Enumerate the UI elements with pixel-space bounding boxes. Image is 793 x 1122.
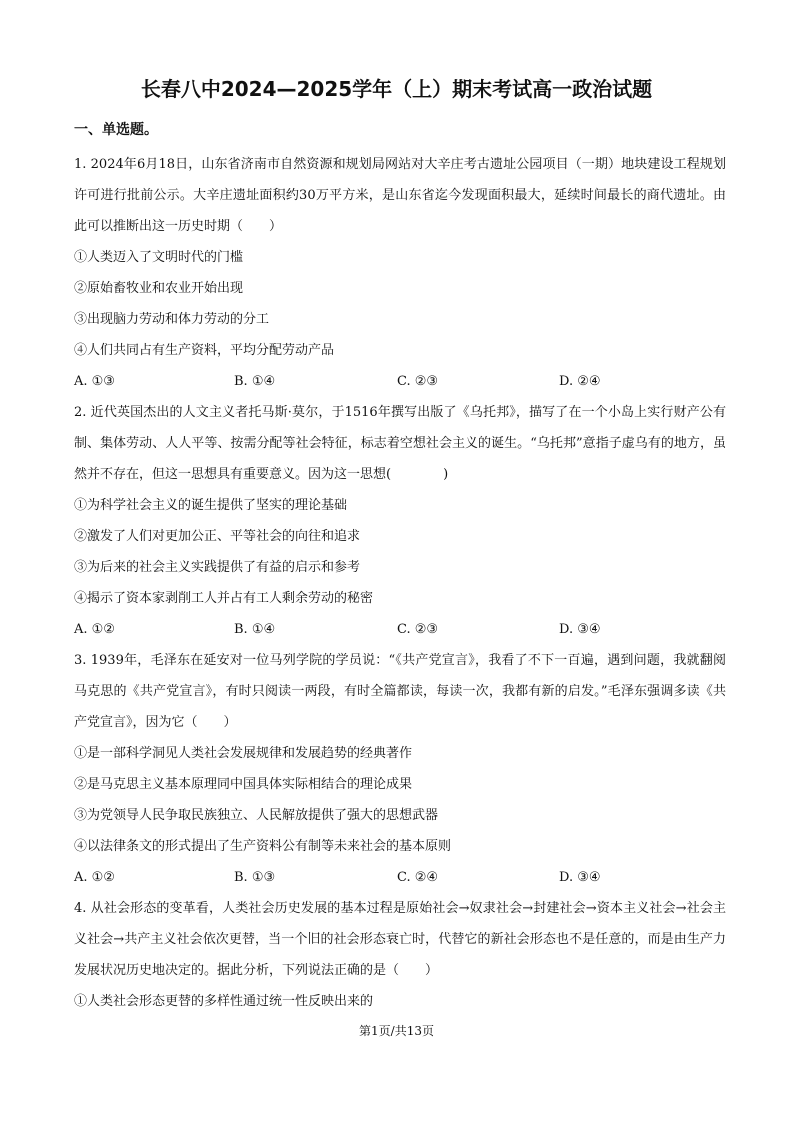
answer-choices (74, 862, 726, 893)
statement-option: ②激发了人们对更加公正、平等社会的向往和追求 (74, 529, 361, 544)
statement-option: ③为党领导人民争取民族独立、人民解放提供了强大的思想武器 (74, 808, 439, 823)
statement-option: ①为科学社会主义的诞生提供了坚实的理论基础 (74, 498, 348, 513)
choice-b: B. ①④ (234, 374, 276, 389)
section-heading: 一、单选题。 (74, 122, 158, 138)
choice-b: B. ①④ (234, 622, 276, 637)
question-3 (74, 645, 726, 893)
statement-option: ③为后来的社会主义实践提供了有益的启示和参考 (74, 560, 361, 575)
statement-option: ①是一部科学洞见人类社会发展规律和发展趋势的经典著作 (74, 746, 413, 761)
statement-option: ④人们共同占有生产资料，平均分配劳动产品 (74, 343, 335, 358)
statement-option: ②是马克思主义基本原理同中国具体实际相结合的理论成果 (74, 777, 413, 792)
choice-b: B. ①③ (234, 870, 276, 885)
question-list (74, 149, 726, 1017)
choice-d: D. ②④ (559, 374, 601, 389)
answer-choices (74, 366, 726, 397)
statement-option: ①人类迈入了文明时代的门槛 (74, 250, 244, 265)
choice-a: A. ①② (74, 622, 115, 637)
question-4 (74, 893, 726, 1017)
choice-c: C. ②③ (397, 374, 439, 389)
statement-option: ③出现脑力劳动和体力劳动的分工 (74, 312, 270, 327)
choice-a: A. ①③ (74, 374, 115, 389)
choice-a: A. ①② (74, 870, 115, 885)
page-title: 长春八中2024—2025学年（上）期末考试高一政治试题 (140, 77, 653, 101)
question-stem: 4. 从社会形态的变革看，人类社会历史发展的基本过程是原始社会→奴隶社会→封建社会→资本主义社会→社会主义社会→共产主义社会依次更替，当一个旧的社会形态衰亡时，代替它的新社会形态也不是任意的，而是由生产力发展状况历史地决定的。据此分析，下列说法正确的是（ ） (74, 901, 726, 978)
choice-c: C. ②③ (397, 622, 439, 637)
question-stem: 3. 1939年，毛泽东在延安对一位马列学院的学员说：“《共产党宣言》，我看了不下一百遍，遇到问题，我就翻阅马克思的《共产党宣言》，有时只阅读一两段，有时全篇都读，每读一次，我都有新的启发。”毛泽东强调多读《共产党宣言》，因为它（ ） (74, 653, 726, 730)
question-stem: 1. 2024年6月18日，山东省济南市自然资源和规划局网站对大辛庄考古遗址公园项目（一期）地块建设工程规划许可进行批前公示。大辛庄遗址面积约30万平方米，是山东省迄今发现面积最大，延续时间最长的商代遗址。由此可以推断出这一历史时期（ ） (74, 157, 726, 234)
choice-d: D. ③④ (559, 622, 601, 637)
page-number: 第1页/共13页 (359, 1024, 434, 1038)
question-stem: 2. 近代英国杰出的人文主义者托马斯·莫尔，于1516年撰写出版了《乌托邦》，描写了在一个小岛上实行财产公有制、集体劳动、人人平等、按需分配等社会特征，标志着空想社会主义的诞生。“乌托邦”意指子虚乌有的地方，虽然并不存在，但这一思想具有重要意义。因为这一思想( ) (74, 405, 726, 482)
choice-c: C. ②④ (397, 870, 439, 885)
question-1 (74, 149, 726, 397)
choice-d: D. ③④ (559, 870, 601, 885)
statement-option: ②原始畜牧业和农业开始出现 (74, 281, 244, 296)
answer-choices (74, 614, 726, 645)
statement-option: ④揭示了资本家剥削工人并占有工人剩余劳动的秘密 (74, 591, 374, 606)
statement-option: ①人类社会形态更替的多样性通过统一性反映出来的 (74, 994, 374, 1009)
question-2 (74, 397, 726, 645)
statement-option: ④以法律条文的形式提出了生产资料公有制等未来社会的基本原则 (74, 839, 452, 854)
